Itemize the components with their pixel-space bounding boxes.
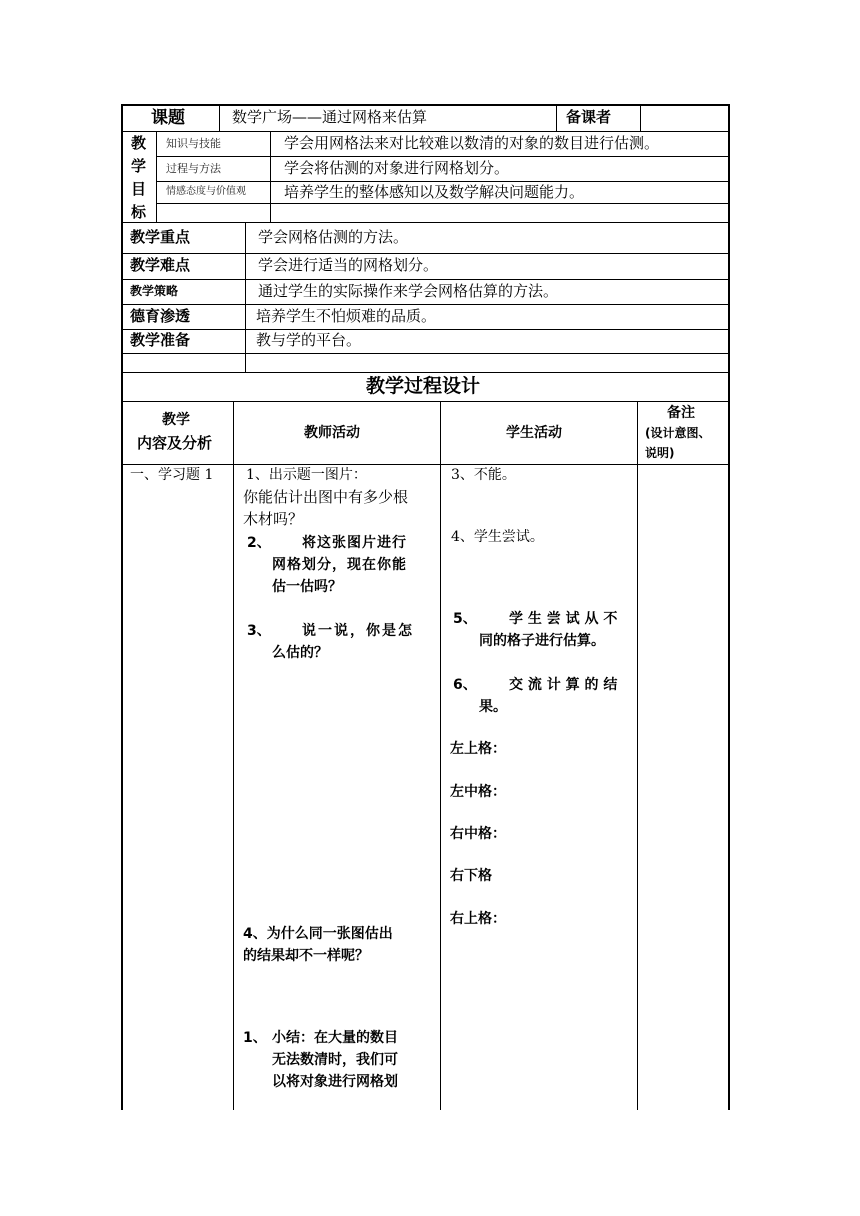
objectives-label-char-2: 学	[131, 157, 147, 175]
teacher-step4-line2: 的结果却不一样呢？	[243, 948, 369, 964]
col-content-line2: 内容及分析	[137, 434, 213, 452]
teacher-step1-line3: 木材吗？	[243, 510, 304, 528]
info-value-preparation: 教与学的平台。	[256, 331, 362, 349]
student-grid-top-right: 右上格：	[450, 911, 506, 927]
student-grid-bottom-right: 右下格	[450, 868, 492, 884]
objectives-label-char-3: 目	[131, 180, 147, 198]
teacher-summary-num: 1、	[243, 1030, 267, 1046]
student-step5-line2: 同的格子进行估算。	[479, 633, 605, 649]
teacher-step3-line2: 么估的？	[272, 645, 328, 661]
table-left-border	[121, 104, 123, 1110]
info-label-difficulty: 教学难点	[130, 256, 191, 274]
col-content-line1: 教学	[162, 412, 190, 428]
objective-value-knowledge: 学会用网格法来对比较难以数清的对象的数目进行估测。	[284, 134, 660, 152]
info-label-preparation: 教学准备	[130, 331, 191, 349]
process-title: 教学过程设计	[366, 375, 481, 397]
student-step5-num: 5、	[453, 611, 477, 627]
info-value-key-point: 学会网格估测的方法。	[258, 228, 409, 246]
col-notes-line2: (设计意图、	[645, 426, 711, 440]
content-item-1: 一、学习题 1	[130, 467, 214, 483]
objective-value-attitude: 培养学生的整体感知以及数学解决问题能力。	[284, 183, 585, 201]
col-teacher: 教师活动	[304, 425, 360, 441]
teacher-summary-line2: 无法数清时，我们可	[272, 1052, 398, 1068]
info-label-strategy: 教学策略	[130, 284, 179, 298]
objective-label-knowledge: 知识与技能	[166, 137, 221, 150]
teacher-step2-line2: 网格划分，现在你能	[272, 557, 407, 573]
info-value-strategy: 通过学生的实际操作来学会网格估算的方法。	[258, 282, 559, 300]
teacher-step3-line1: 说一说，你是怎	[302, 623, 414, 639]
teacher-step1-line1: 1、出示题一图片：	[246, 467, 367, 483]
col-student: 学生活动	[506, 425, 562, 441]
objectives-label-char-4: 标	[131, 203, 147, 221]
student-step4: 4、学生尝试。	[451, 529, 544, 545]
student-step5-line1: 学 生 尝 试 从 不	[509, 611, 618, 627]
student-grid-mid-left: 左中格：	[450, 784, 506, 800]
info-value-moral: 培养学生不怕烦难的品质。	[256, 307, 437, 325]
teacher-step2-line1: 将这张图片进行	[302, 535, 407, 551]
student-grid-top-left: 左上格：	[450, 741, 506, 757]
objective-label-process: 过程与方法	[166, 162, 221, 175]
teacher-step3-num: 3、	[247, 623, 271, 639]
col-notes-line1: 备注	[667, 405, 695, 421]
objective-value-process: 学会将估测的对象进行网格划分。	[284, 159, 510, 177]
teacher-step4-line1: 4、为什么同一张图估出	[243, 926, 393, 942]
preparer-label: 备课者	[566, 108, 612, 126]
table-top-border	[121, 104, 730, 106]
student-step3: 3、不能。	[451, 467, 516, 483]
info-value-difficulty: 学会进行适当的网格划分。	[258, 256, 439, 274]
teacher-summary-line1: 小结：在大量的数目	[272, 1030, 398, 1046]
topic-value: 数学广场——通过网格来估算	[232, 108, 428, 126]
info-label-moral: 德育渗透	[130, 307, 191, 325]
info-label-key-point: 教学重点	[130, 228, 191, 246]
topic-label: 课题	[151, 108, 185, 128]
student-grid-mid-right: 右中格：	[450, 826, 506, 842]
objectives-label-char-1: 教	[131, 134, 147, 152]
student-step6-line1: 交 流 计 算 的 结	[509, 677, 618, 693]
teacher-step2-line3: 估一估吗？	[272, 579, 342, 595]
student-step6-line2: 果。	[479, 699, 507, 715]
teacher-step2-num: 2、	[247, 535, 271, 551]
teacher-summary-line3: 以将对象进行网格划	[272, 1074, 398, 1090]
student-step6-num: 6、	[453, 677, 477, 693]
objective-label-attitude: 情感态度与价值观	[166, 186, 246, 197]
col-notes-line3: 说明)	[645, 446, 675, 460]
teacher-step1-line2: 你能估计出图中有多少根	[243, 488, 409, 506]
table-right-border	[728, 104, 730, 1110]
